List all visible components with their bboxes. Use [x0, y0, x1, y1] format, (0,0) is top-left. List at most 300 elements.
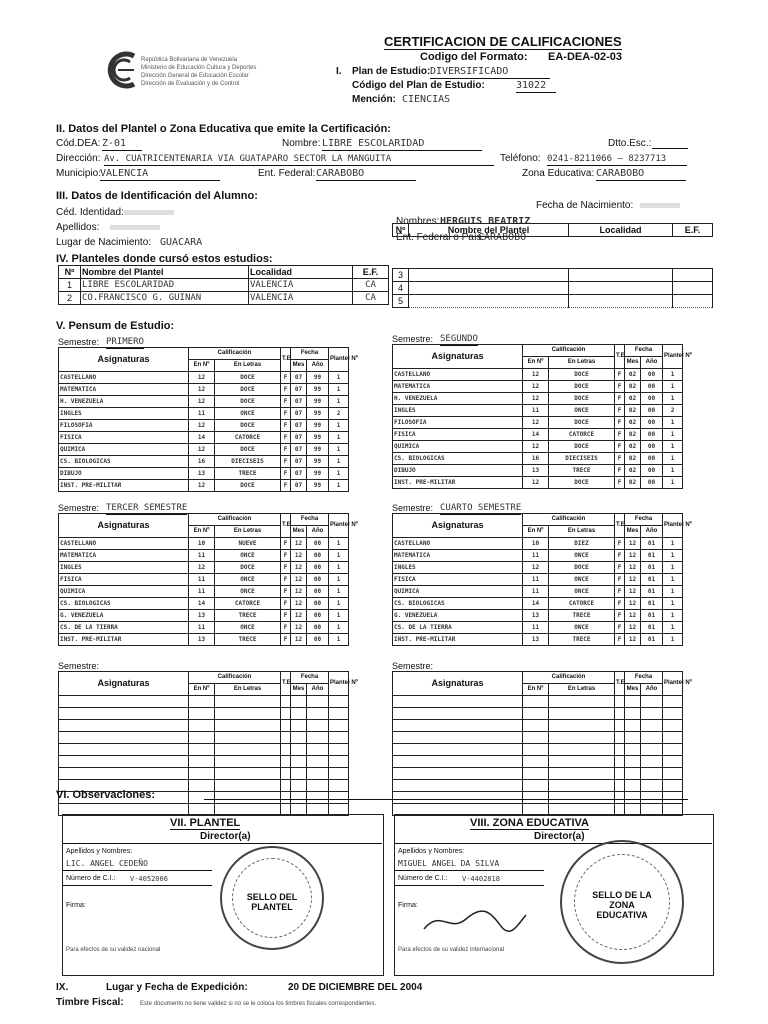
table-cell: DOCE — [215, 396, 281, 408]
table-cell: CATORCE — [215, 432, 281, 444]
table-row — [59, 610, 349, 622]
table-cell: INGLES — [393, 562, 523, 574]
table-cell: QUIMICA — [393, 586, 523, 598]
phone-value: 0241-8211066 – 8237713 — [547, 153, 687, 166]
table-cell: F — [615, 453, 625, 465]
table-cell — [281, 708, 291, 720]
table-row — [59, 432, 349, 444]
table-cell — [393, 708, 523, 720]
table-cell: 02 — [625, 453, 641, 465]
agency-line: Ministerio de Educación Cultura y Deportes — [141, 65, 257, 71]
table-cell: 12 — [291, 550, 307, 562]
col-header: Fecha — [625, 514, 663, 526]
table-cell: 1 — [663, 562, 683, 574]
table-cell: 00 — [307, 598, 329, 610]
table-cell: 1 — [663, 634, 683, 646]
nombres-label: Nombres: — [396, 216, 440, 227]
col-header: Año — [307, 526, 329, 538]
table-cell: TRECE — [215, 634, 281, 646]
mention-label: Mención: — [352, 94, 396, 105]
table-cell — [615, 780, 625, 792]
table-cell — [625, 708, 641, 720]
table-row — [393, 550, 683, 562]
table-cell: ONCE — [215, 622, 281, 634]
col-header: Año — [641, 526, 663, 538]
plan-label: Plan de Estudio: — [352, 66, 431, 77]
col-header: Asignaturas — [59, 348, 189, 372]
table-row — [393, 574, 683, 586]
table-cell: 1 — [329, 432, 349, 444]
table-cell: 1 — [329, 444, 349, 456]
col-header: En Letras — [549, 526, 615, 538]
table-cell — [409, 295, 569, 308]
table-row — [393, 417, 683, 429]
table-cell: 00 — [307, 538, 329, 550]
table-cell: ONCE — [549, 574, 615, 586]
table-cell — [281, 744, 291, 756]
col-header: Año — [307, 684, 329, 696]
table-cell — [393, 696, 523, 708]
table-cell — [59, 768, 189, 780]
table-cell: 02 — [625, 465, 641, 477]
table-cell: 99 — [307, 480, 329, 492]
table-cell: 00 — [641, 369, 663, 381]
table-cell: 07 — [291, 408, 307, 420]
table-cell — [189, 768, 215, 780]
table-cell: 12 — [189, 396, 215, 408]
table-cell: DOCE — [549, 381, 615, 393]
table-row — [393, 622, 683, 634]
table-row — [393, 708, 683, 720]
table-cell: 99 — [307, 456, 329, 468]
table-cell: DOCE — [549, 369, 615, 381]
table-cell: 1 — [663, 369, 683, 381]
col-header: Fecha — [291, 672, 329, 684]
table-cell: F — [281, 550, 291, 562]
table-row — [393, 756, 683, 768]
table-cell — [663, 768, 683, 780]
semester-name: PRIMERO — [106, 337, 144, 347]
table-cell: 00 — [307, 550, 329, 562]
col-header: Nº — [59, 266, 81, 279]
zona-signature — [420, 905, 530, 935]
table-cell — [615, 756, 625, 768]
table-cell: 00 — [307, 586, 329, 598]
table-cell: 00 — [641, 477, 663, 489]
table-cell: 12 — [625, 634, 641, 646]
table-cell: F — [281, 574, 291, 586]
timbre-label: Timbre Fiscal: — [56, 997, 124, 1008]
table-cell: 00 — [307, 574, 329, 586]
table-cell: MATEMATICA — [59, 550, 189, 562]
table-cell: 02 — [625, 477, 641, 489]
table-cell: 01 — [641, 550, 663, 562]
col-header: Mes — [625, 684, 641, 696]
table-cell: CASTELLANO — [393, 538, 523, 550]
table-cell: 1 — [329, 550, 349, 562]
col-header: En Letras — [549, 684, 615, 696]
address-value: Av. CUATRICENTENARIA VIA GUATAPARO SECTOR LA MANGUITA — [104, 153, 494, 166]
zona-cedula-label: Número de C.I.: — [398, 875, 448, 882]
table-cell: 99 — [307, 384, 329, 396]
table-row — [59, 550, 349, 562]
table-cell: 12 — [523, 562, 549, 574]
table-cell — [291, 696, 307, 708]
table-cell: 07 — [291, 432, 307, 444]
divider — [62, 885, 212, 886]
zona-firma-label: Firma: — [398, 902, 418, 909]
plantel-apellidos-value: LIC. ANGEL CEDEÑO — [66, 859, 148, 868]
table-row — [59, 468, 349, 480]
table-cell: 16 — [189, 456, 215, 468]
table-cell: 3 — [393, 269, 409, 282]
semester-table — [58, 513, 358, 646]
table-row — [59, 574, 349, 586]
col-header: Asignaturas — [393, 672, 523, 696]
zona-label: Zona Educativa: — [522, 168, 595, 179]
table-row — [393, 405, 683, 417]
table-row — [393, 720, 683, 732]
table-cell — [523, 768, 549, 780]
table-cell: 13 — [523, 610, 549, 622]
table-cell: F — [615, 538, 625, 550]
col-header: T.E. — [615, 672, 625, 696]
agency-lines — [141, 56, 316, 88]
table-cell: CASTELLANO — [59, 538, 189, 550]
table-cell — [189, 708, 215, 720]
table-cell — [281, 792, 291, 804]
col-header: Calificación — [189, 514, 281, 526]
table-cell — [189, 732, 215, 744]
table-cell: 11 — [523, 586, 549, 598]
table-cell — [615, 720, 625, 732]
table-cell: 1 — [329, 468, 349, 480]
divider — [394, 885, 544, 886]
table-cell: CASTELLANO — [59, 372, 189, 384]
col-header: T.E. — [281, 348, 291, 372]
table-row — [393, 598, 683, 610]
table-cell: 11 — [189, 622, 215, 634]
table-row — [59, 708, 349, 720]
table-row — [393, 477, 683, 489]
table-cell: ONCE — [549, 622, 615, 634]
table-cell — [549, 756, 615, 768]
table-cell: F — [281, 456, 291, 468]
table-cell: DIECISEIS — [215, 456, 281, 468]
table-cell: 1 — [663, 610, 683, 622]
table-row — [59, 372, 349, 384]
table-cell: G. VENEZUELA — [393, 610, 523, 622]
section-ii-title: II. Datos del Plantel o Zona Educativa que emite la Certificación: — [56, 123, 391, 135]
col-header: Fecha — [291, 348, 329, 360]
table-cell: 01 — [641, 598, 663, 610]
table-cell: INST. PRE-MILITAR — [59, 480, 189, 492]
table-cell — [615, 708, 625, 720]
table-cell: 1 — [329, 396, 349, 408]
table-cell: CATORCE — [549, 598, 615, 610]
table-cell: 02 — [625, 429, 641, 441]
table-cell — [641, 720, 663, 732]
table-row — [59, 744, 349, 756]
table-cell: 14 — [523, 429, 549, 441]
table-cell: 99 — [307, 408, 329, 420]
table-cell: CA — [353, 292, 389, 305]
logo-icon — [104, 50, 138, 90]
semester-table — [392, 671, 692, 816]
table-cell — [291, 780, 307, 792]
col-header: Calificación — [189, 672, 281, 684]
table-cell: F — [615, 405, 625, 417]
table-cell: ONCE — [215, 574, 281, 586]
table-cell: F — [615, 465, 625, 477]
table-cell — [393, 720, 523, 732]
apellidos-redacted — [110, 225, 160, 230]
col-header: Calificación — [523, 672, 615, 684]
table-cell — [641, 744, 663, 756]
table-cell: DOCE — [549, 393, 615, 405]
table-cell — [549, 792, 615, 804]
table-cell — [291, 744, 307, 756]
table-cell: 02 — [625, 405, 641, 417]
table-cell: 12 — [189, 444, 215, 456]
semester-name: CUARTO SEMESTRE — [440, 503, 522, 513]
table-row — [393, 381, 683, 393]
table-cell: 1 — [329, 480, 349, 492]
table-cell: TRECE — [215, 468, 281, 480]
table-cell: 07 — [291, 468, 307, 480]
table-cell: F — [281, 610, 291, 622]
table-cell: 07 — [291, 372, 307, 384]
col-header: Mes — [291, 526, 307, 538]
table-cell: 11 — [523, 574, 549, 586]
table-row — [393, 453, 683, 465]
table-row — [59, 444, 349, 456]
table-cell — [307, 768, 329, 780]
expedicion-value: 20 DE DICIEMBRE DEL 2004 — [288, 982, 423, 993]
table-cell — [329, 780, 349, 792]
table-cell: 11 — [189, 550, 215, 562]
plantel-name-value: LIBRE ESCOLARIDAD — [322, 138, 482, 151]
table-cell — [663, 696, 683, 708]
table-cell: DOCE — [215, 562, 281, 574]
table-row — [393, 768, 683, 780]
table-cell — [59, 696, 189, 708]
table-cell — [329, 744, 349, 756]
table-cell — [641, 756, 663, 768]
semester-label: Semestre: — [392, 334, 434, 344]
table-cell: 12 — [291, 574, 307, 586]
col-header: Calificación — [523, 345, 615, 357]
cod-dea-label: Cód.DEA: — [56, 138, 101, 149]
table-cell: QUIMICA — [59, 444, 189, 456]
table-cell: 12 — [625, 622, 641, 634]
zona-note: Para efectos de su validez internacional — [398, 947, 505, 953]
col-header: Nombre del Plantel — [81, 266, 249, 279]
table-cell: 1 — [663, 477, 683, 489]
col-header: Asignaturas — [59, 514, 189, 538]
table-cell: 00 — [641, 429, 663, 441]
table-cell: 1 — [663, 550, 683, 562]
table-cell — [663, 756, 683, 768]
table-cell — [59, 744, 189, 756]
table-cell — [615, 792, 625, 804]
table-cell: 12 — [625, 574, 641, 586]
table-cell: 01 — [641, 610, 663, 622]
table-cell: VALENCIA — [249, 292, 353, 305]
table-cell: F — [281, 408, 291, 420]
col-header: T.E. — [281, 514, 291, 538]
table-cell: 1 — [59, 279, 81, 292]
plan-code-value: 31022 — [516, 80, 556, 93]
table-cell: F — [281, 372, 291, 384]
table-cell — [641, 768, 663, 780]
table-cell: MATEMATICA — [59, 384, 189, 396]
agency-logo — [104, 50, 138, 90]
table-cell: 1 — [663, 381, 683, 393]
col-header: Mes — [291, 684, 307, 696]
table-cell: 1 — [663, 417, 683, 429]
table-cell — [641, 732, 663, 744]
table-cell — [663, 792, 683, 804]
table-cell: F — [281, 432, 291, 444]
table-cell: F — [281, 444, 291, 456]
table-cell: NUEVE — [215, 538, 281, 550]
semester-label: Semestre: — [58, 503, 100, 513]
table-cell: 99 — [307, 372, 329, 384]
table-cell — [281, 768, 291, 780]
dtto-line — [652, 148, 688, 149]
table-cell: 1 — [329, 372, 349, 384]
table-cell: 1 — [329, 598, 349, 610]
table-cell: 12 — [523, 393, 549, 405]
table-cell: 1 — [329, 634, 349, 646]
table-cell: F — [281, 562, 291, 574]
table-cell: DOCE — [549, 562, 615, 574]
col-header: En Nº — [523, 684, 549, 696]
table-cell: 07 — [291, 456, 307, 468]
table-row — [59, 622, 349, 634]
table-row — [393, 792, 683, 804]
table-row — [393, 538, 683, 550]
table-cell: 13 — [523, 634, 549, 646]
table-cell: CS. DE LA TIERRA — [393, 622, 523, 634]
table-cell: F — [281, 586, 291, 598]
table-cell: 00 — [641, 453, 663, 465]
table-cell: FISICA — [393, 429, 523, 441]
table-cell: INGLES — [59, 408, 189, 420]
table-cell: DOCE — [215, 420, 281, 432]
semester-label: Semestre: — [392, 661, 434, 671]
table-cell: 1 — [329, 538, 349, 550]
document-title: CERTIFICACION DE CALIFICACIONES — [384, 34, 622, 49]
mention-value: CIENCIAS — [402, 94, 451, 105]
table-cell: 1 — [329, 562, 349, 574]
semester-name: SEGUNDO — [440, 334, 478, 344]
semester-table — [392, 513, 692, 646]
table-cell: 1 — [329, 586, 349, 598]
table-cell — [329, 768, 349, 780]
table-cell: 12 — [625, 562, 641, 574]
zona-director-label: Director(a) — [534, 831, 585, 842]
plantel-stamp-text: SELLO DEL PLANTEL — [246, 892, 298, 912]
semester-table — [392, 344, 692, 489]
table-cell — [549, 768, 615, 780]
table-row — [59, 756, 349, 768]
table-row — [59, 720, 349, 732]
table-row — [59, 538, 349, 550]
table-cell: 99 — [307, 396, 329, 408]
table-cell — [641, 792, 663, 804]
table-cell — [215, 744, 281, 756]
table-cell — [569, 282, 673, 295]
zona-value: CARABOBO — [596, 168, 686, 181]
table-cell: INGLES — [393, 405, 523, 417]
plantel-apellidos-label: Apellidos y Nombres: — [66, 848, 133, 855]
table-row — [393, 441, 683, 453]
semester-label: Semestre: — [392, 503, 434, 513]
table-cell: ONCE — [215, 586, 281, 598]
table-row — [59, 396, 349, 408]
table-cell: FILOSOFIA — [393, 417, 523, 429]
table-cell: 11 — [523, 405, 549, 417]
table-cell: INST. PRE-MILITAR — [59, 634, 189, 646]
table-cell — [215, 792, 281, 804]
table-cell — [523, 792, 549, 804]
table-cell — [59, 720, 189, 732]
table-cell — [523, 720, 549, 732]
zona-apellidos-label: Apellidos y Nombres: — [398, 848, 465, 855]
table-cell: 00 — [641, 417, 663, 429]
table-cell: TRECE — [215, 610, 281, 622]
table-cell: 1 — [663, 538, 683, 550]
format-code-label: Codigo del Formato: — [420, 51, 528, 63]
table-cell — [291, 708, 307, 720]
plantel-cedula-value: V-4052006 — [130, 875, 168, 883]
divider — [394, 843, 712, 844]
table-cell: 16 — [523, 453, 549, 465]
table-cell — [615, 744, 625, 756]
table-cell — [625, 792, 641, 804]
table-cell — [569, 295, 673, 308]
table-cell: ONCE — [549, 586, 615, 598]
table-cell — [59, 732, 189, 744]
col-header: En Nº — [189, 684, 215, 696]
table-cell — [189, 744, 215, 756]
table-cell: 1 — [663, 441, 683, 453]
table-cell: INST. PRE-MILITAR — [393, 634, 523, 646]
col-header: Mes — [625, 526, 641, 538]
table-cell: 13 — [189, 610, 215, 622]
col-header: Plantel Nº — [663, 514, 683, 538]
table-row — [59, 696, 349, 708]
zona-apellidos-value: MIGUEL ANGEL DA SILVA — [398, 859, 500, 868]
table-cell — [625, 744, 641, 756]
table-cell: 01 — [641, 562, 663, 574]
table-cell — [625, 756, 641, 768]
table-cell — [189, 792, 215, 804]
phone-label: Teléfono: — [500, 153, 541, 164]
table-cell: ONCE — [215, 550, 281, 562]
cedula-redacted — [124, 210, 174, 215]
table-row — [393, 465, 683, 477]
table-cell — [307, 744, 329, 756]
table-cell: CS. BIOLOGICAS — [59, 456, 189, 468]
table-cell: DOCE — [549, 477, 615, 489]
col-header: En Letras — [215, 684, 281, 696]
section-i-label: I. — [336, 66, 342, 77]
table-cell — [215, 696, 281, 708]
table-row — [393, 562, 683, 574]
